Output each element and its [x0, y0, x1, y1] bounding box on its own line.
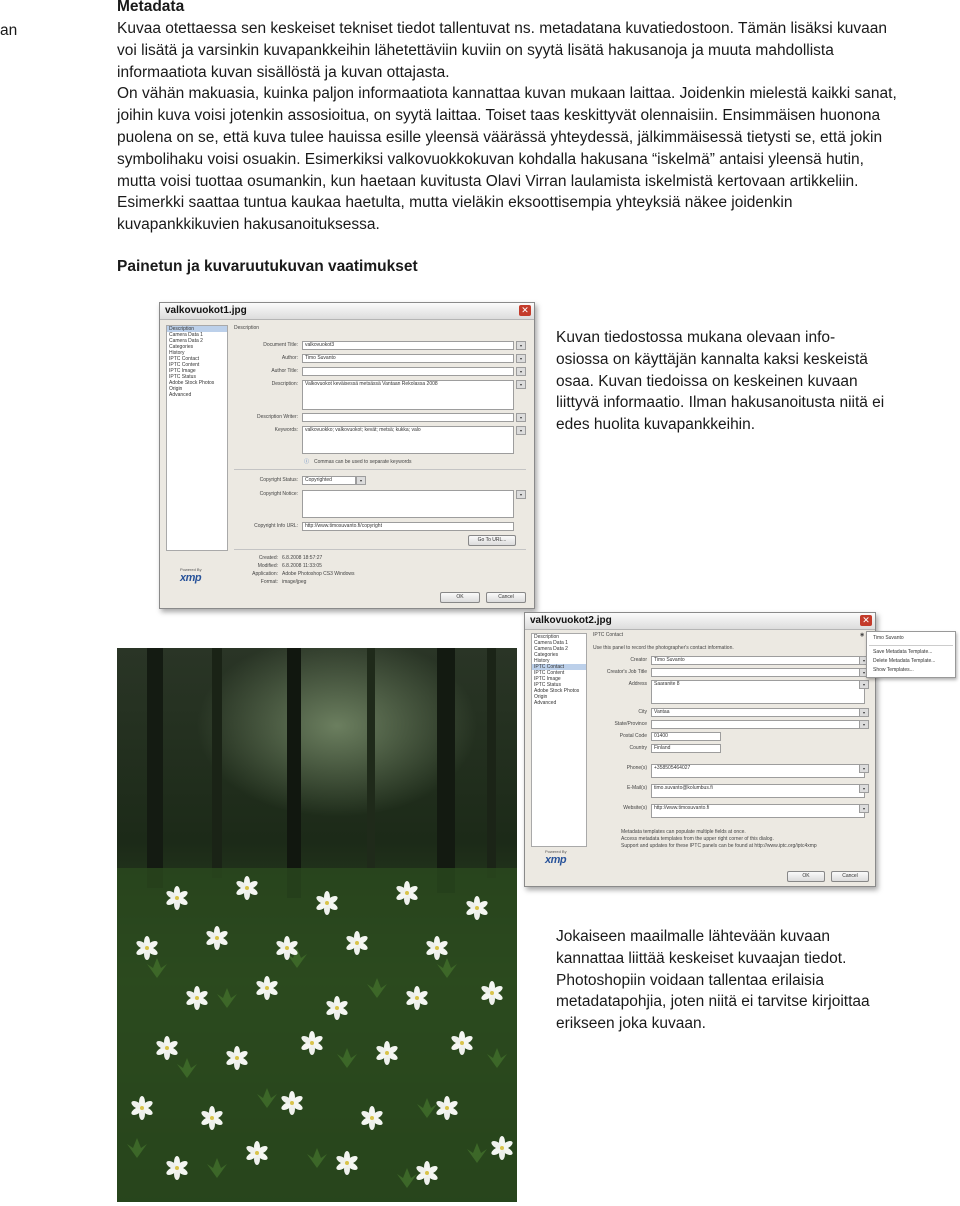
go-to-url-button[interactable]: Go To URL...: [468, 535, 516, 546]
template-note: Access metadata templates from the upper right corner of this dialog.: [621, 836, 774, 842]
field-label: Copyright Info URL:: [254, 523, 298, 529]
sidebar-item[interactable]: IPTC Status: [169, 374, 196, 380]
copyright-status-select[interactable]: Copyrighted: [302, 476, 356, 485]
info-value: 6.8.2008 18:57:27: [282, 555, 323, 561]
info-icon: ⓘ: [304, 459, 310, 465]
chevron-down-icon[interactable]: ▾: [516, 413, 526, 422]
phone-field[interactable]: +358505464027: [651, 764, 865, 778]
caption-top: Kuvan tiedostossa mukana olevaan info-osiossa on käyttäjän kannalta kaksi keskeistä osaa. Kuvan tiedoissa on keskeinen kuvaan liittyvä informaatio. Ilman hakusanoitusta niitä ei edes huolita kuvapankkeihin.: [556, 329, 885, 434]
keywords-field[interactable]: valkovuokko; valkovuokot; kevät; metsä; kukka; valo: [302, 426, 514, 454]
chevron-down-icon[interactable]: ▾: [859, 680, 869, 689]
chevron-down-icon[interactable]: ▾: [516, 490, 526, 499]
divider: [234, 549, 526, 550]
menu-item-delete-template[interactable]: Delete Metadata Template...: [873, 658, 936, 664]
field-label: Description Writer:: [256, 414, 298, 420]
field-label: Keywords:: [274, 427, 298, 433]
info-value: 6.8.2008 11:33:05: [282, 563, 322, 569]
field-label: State/Province: [614, 721, 647, 727]
sidebar-item[interactable]: Camera Data 1: [534, 640, 568, 646]
field-label: Description:: [271, 381, 298, 387]
menu-divider: [869, 645, 953, 646]
ok-button[interactable]: OK: [787, 871, 825, 882]
postal-code-field[interactable]: 01400: [651, 732, 721, 741]
panel-section-label: IPTC Contact: [593, 632, 624, 638]
field-label: E-Mail(s): [627, 785, 647, 791]
field-label: Phone(s): [626, 765, 647, 771]
email-field[interactable]: timo.suvanto@kolumbus.fi: [651, 784, 865, 798]
info-label: Format:: [260, 579, 278, 585]
sidebar-item[interactable]: Advanced: [534, 700, 557, 706]
chevron-down-icon[interactable]: ▾: [859, 668, 869, 677]
field-label: Address: [628, 681, 647, 687]
sidebar-item[interactable]: Adobe Stock Photos: [534, 688, 580, 694]
panel-section-label: Description: [234, 325, 260, 331]
divider: [234, 469, 526, 470]
section-heading: Painetun ja kuvaruutukuvan vaatimukset: [117, 258, 418, 275]
sidebar-item[interactable]: Camera Data 2: [169, 338, 203, 344]
sidebar-item[interactable]: History: [534, 658, 550, 664]
address-field[interactable]: Saaranite 8: [651, 680, 865, 704]
info-label: Created:: [258, 555, 278, 561]
chevron-down-icon[interactable]: ▾: [859, 708, 869, 717]
info-value: image/jpeg: [282, 579, 307, 585]
field-label: Author Title:: [271, 368, 298, 374]
field-label: Website(s): [623, 805, 647, 811]
anemone-forest-photo: [117, 648, 517, 1202]
website-field[interactable]: http://www.timosuvanto.fi: [651, 804, 865, 818]
field-label: Author:: [281, 355, 298, 361]
metadata-dialog-iptc-contact: [524, 612, 876, 887]
template-menu: [866, 631, 956, 678]
dialog-title: valkovuokot1.jpg: [165, 305, 247, 316]
dialog-title: valkovuokot2.jpg: [530, 615, 612, 626]
paragraph-2: On vähän makuasia, kuinka paljon informaatiota kannattaa kuvan mukaan laittaa. Joidenkin mielestä kaikki sanat, joihin kuva voisi jotenkin assosioitua, on syytä laittaa. Toiset taas keskittyvät olennaisiin. Ensimmäisen huonona puolena on se, että kuva tulee hauissa esille yleensä väärässä yhteydessä, jälkimmäisessä tietysti se, että jokin symbolihaku voisi osuakin. Esimerkiksi valkovuokkokuvan kohdalla hakusana “iskelmä” antaisi yleensä hutin, mutta voisi tuottaa osumankin, kun haetaan kuvitusta Olavi Virran laulamista iskelmistä kertovaan artikkeliin. Esimerkki saattaa tuntua kaukaa haetulta, mutta vieläkin eksoottisempia yhteyksiä näkee joidenkin kuvapankkikuvien hakusanoituksessa.: [117, 85, 897, 234]
state-province-field[interactable]: [651, 720, 865, 729]
sidebar-item[interactable]: IPTC Content: [534, 670, 565, 676]
field-label: Copyright Status:: [259, 477, 298, 483]
creator-field[interactable]: Timo Suvanto: [651, 656, 865, 665]
field-label: Country: [629, 745, 647, 751]
field-label: City: [638, 709, 647, 715]
menu-item-save-template[interactable]: Save Metadata Template...: [873, 649, 933, 655]
chevron-down-icon[interactable]: ▾: [516, 367, 526, 376]
xmp-logo-text: xmp: [545, 854, 567, 866]
field-label: Postal Code: [619, 733, 647, 739]
template-note: Metadata templates can populate multiple fields at once.: [621, 829, 746, 835]
dialog-titlebar: [525, 613, 875, 630]
metadata-dialog-description: [159, 302, 535, 609]
chevron-down-icon[interactable]: ▾: [859, 804, 869, 813]
panel-intro: Use this panel to record the photographer's contact information.: [593, 645, 734, 651]
country-field[interactable]: Finland: [651, 744, 721, 753]
sidebar-item[interactable]: History: [169, 350, 185, 356]
copyright-url-field[interactable]: http://www.timosuvanto.fi/copyright: [302, 522, 514, 531]
info-value: Adobe Photoshop CS3 Windows: [282, 571, 355, 577]
template-note: Support and updates for these IPTC panels can be found at http://www.iptc.org/iptc4xmp: [621, 843, 817, 849]
keyword-note: Commas can be used to separate keywords: [314, 459, 412, 465]
copyright-notice-field[interactable]: [302, 490, 514, 518]
creator-job-title-field[interactable]: [651, 668, 865, 677]
cancel-button[interactable]: Cancel: [831, 871, 869, 882]
author-field[interactable]: Timo Suvanto: [302, 354, 514, 363]
sidebar-item[interactable]: IPTC Status: [534, 682, 561, 688]
xmp-logo: [180, 567, 202, 584]
xmp-powered-text: Powered By: [545, 849, 567, 854]
close-icon[interactable]: ✕: [860, 615, 872, 626]
ok-button[interactable]: OK: [440, 592, 480, 603]
field-label: Creator: [630, 657, 647, 663]
sidebar-item[interactable]: Categories: [534, 652, 559, 658]
menu-item-template[interactable]: Timo Suvanto: [873, 635, 904, 641]
sidebar-item[interactable]: Categories: [169, 344, 194, 350]
body-text: [117, 18, 897, 236]
chevron-down-icon[interactable]: ▾: [859, 784, 869, 793]
chevron-down-icon[interactable]: ▾: [516, 354, 526, 363]
sidebar-item[interactable]: IPTC Image: [534, 676, 561, 682]
sidebar-item[interactable]: Description: [167, 326, 227, 332]
options-chevron-icon[interactable]: ◉: [860, 632, 865, 638]
document-title-field[interactable]: valkovuokot3: [302, 341, 514, 350]
page-title: Metadata: [117, 0, 185, 15]
page-edge-text: an: [0, 22, 18, 39]
chevron-down-icon[interactable]: ▾: [516, 341, 526, 350]
paragraph-1: Kuvaa otettaessa sen keskeiset tekniset tiedot tallentuvat ns. metadatana kuvatiedostoon. Tämän lisäksi kuvaan voi lisätä ja varsinkin kuvapankkeihin lähetettäviin kuviin on syytä lisätä hakusanoja ja muuta mahdollista informaatiota kuvan sisällöstä ja kuvan ottajasta.: [117, 20, 888, 81]
chevron-down-icon[interactable]: ▾: [516, 380, 526, 389]
xmp-powered-text: Powered By: [180, 567, 202, 572]
dialog-sidebar: [531, 633, 587, 847]
chevron-down-icon[interactable]: ▾: [356, 476, 366, 485]
chevron-down-icon[interactable]: ▾: [516, 426, 526, 435]
sidebar-item[interactable]: Advanced: [169, 392, 192, 398]
chevron-down-icon[interactable]: ▾: [859, 764, 869, 773]
xmp-logo-text: xmp: [180, 572, 202, 584]
info-label: Modified:: [257, 563, 278, 569]
description-writer-field[interactable]: [302, 413, 514, 422]
field-label: Creator's Job Title: [606, 669, 647, 675]
sidebar-item[interactable]: Origin: [534, 694, 548, 700]
chevron-down-icon[interactable]: ▾: [859, 720, 869, 729]
author-title-field[interactable]: [302, 367, 514, 376]
sidebar-item[interactable]: IPTC Contact: [169, 356, 200, 362]
sidebar-item[interactable]: IPTC Contact: [532, 664, 586, 670]
sidebar-item[interactable]: Camera Data 2: [534, 646, 568, 652]
dialog-titlebar: [160, 303, 534, 320]
xmp-logo: [545, 849, 567, 866]
chevron-down-icon[interactable]: ▾: [859, 656, 869, 665]
field-label: Copyright Notice:: [259, 491, 298, 497]
sidebar-item[interactable]: Origin: [169, 386, 183, 392]
sidebar-item[interactable]: Description: [534, 634, 560, 640]
caption-bottom: Jokaiseen maailmalle lähtevään kuvaan kannattaa liittää keskeiset kuvaajan tiedot. Photoshopiin voidaan tallentaa erilaisia metadatapohjia, joten niitä ei tarvitse kirjoittaa erikseen joka kuvaan.: [556, 928, 870, 1033]
cancel-button[interactable]: Cancel: [486, 592, 526, 603]
sidebar-item[interactable]: Camera Data 1: [169, 332, 203, 338]
info-label: Application:: [252, 571, 278, 577]
description-field[interactable]: Valkovuokot keväisessä metsässä Vantaan Rekolassa 2008: [302, 380, 514, 410]
sidebar-item[interactable]: IPTC Content: [169, 362, 200, 368]
close-icon[interactable]: ✕: [519, 305, 531, 316]
field-label: Document Title:: [263, 342, 298, 348]
city-field[interactable]: Vantaa: [651, 708, 865, 717]
menu-item-show-templates[interactable]: Show Templates...: [873, 667, 914, 673]
sidebar-item[interactable]: Adobe Stock Photos: [169, 380, 215, 386]
sidebar-item[interactable]: IPTC Image: [169, 368, 196, 374]
